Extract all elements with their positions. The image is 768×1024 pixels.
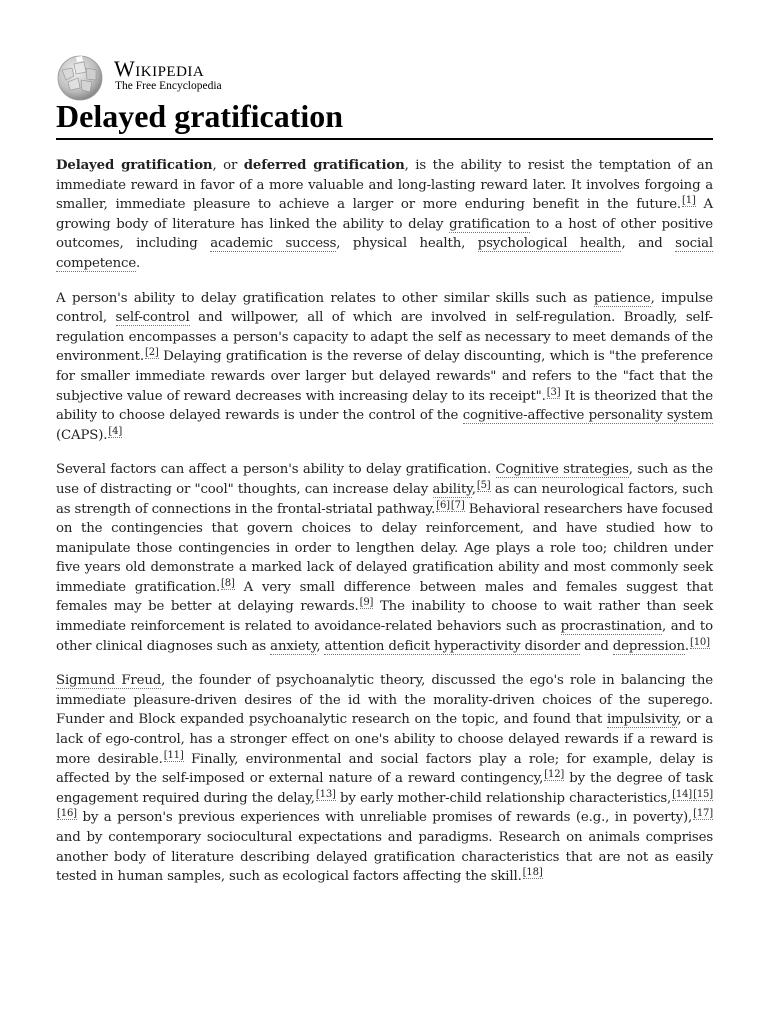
text: Several factors can affect a person's ability to delay gratification. <box>56 462 496 478</box>
link-anxiety[interactable]: anxiety <box>270 638 317 654</box>
text: A very small difference between males and females suggest that females may be better at delaying rewards. <box>56 579 714 615</box>
link-depression[interactable]: depression <box>612 638 685 654</box>
text: by early mother-child relationship characteristics, <box>335 790 672 806</box>
text: and by contemporary sociocultural expectations and paradigms. Research on animals comprises another body of literature describing delayed gratification characteristics that are not as easily tested in human samples, such as ecological factors affecting the skill. <box>56 830 713 885</box>
text: as can neurological factors, such as strength of connections in the frontal-striatal pathway. <box>56 481 713 517</box>
paragraph-self-regulation <box>56 289 713 446</box>
citation-link[interactable]: [15] <box>693 788 713 800</box>
text: by the degree of task engagement required during the delay, <box>56 771 714 806</box>
text: , <box>316 638 325 654</box>
paragraph-freud <box>56 671 713 887</box>
paragraph-factors <box>56 460 713 656</box>
link-adhd[interactable]: attention deficit hyperactivity disorder <box>324 638 581 654</box>
bold-term: Delayed gratification <box>56 158 213 173</box>
link-caps[interactable]: cognitive-affective personality system <box>462 408 713 424</box>
citation-link[interactable]: [13] <box>315 788 336 800</box>
paragraph-intro <box>56 156 713 274</box>
link-sigmund-freud[interactable]: Sigmund Freud <box>56 673 162 689</box>
article-body <box>56 156 713 902</box>
text: It is theorized that the ability to choose delayed rewards is under the control of the <box>56 388 713 424</box>
link-cognitive-strategies[interactable]: Cognitive strategies <box>495 462 629 478</box>
link-procrastination[interactable]: procrastination <box>560 619 662 635</box>
site-header <box>56 52 716 96</box>
citation-link[interactable]: [14] <box>672 788 693 800</box>
wikipedia-wordmark[interactable]: Wikipedia <box>114 56 205 81</box>
text: . <box>136 255 141 271</box>
text: , such as the use of distracting or "cool" thoughts, can increase delay <box>56 462 713 497</box>
link-gratification[interactable]: gratification <box>449 216 531 232</box>
text: Delaying gratification is the reverse of delay discounting, which is "the preference for smaller immediate rewards over larger but delayed rewards" and refers to the "fact that the subjective value of reward decreases with increasing delay to its receipt". <box>56 349 713 404</box>
citation-link[interactable]: [10] <box>689 636 710 648</box>
citation-link[interactable]: [16] <box>57 808 77 820</box>
link-self-control[interactable]: self-control <box>115 310 190 326</box>
link-patience[interactable]: patience <box>593 290 651 306</box>
wikipedia-tagline: The Free Encyclopedia <box>115 80 222 92</box>
citation-link[interactable]: [4] <box>108 425 123 437</box>
text: Behavioral researchers have focused on the contingencies that govern choices to delay reinforcement, and have studied how to manipulate those contingencies in order to lengthen delay. Age plays a role too; children under five years old demonstrate a marked lack of delayed gratification ability and most commonly seek immediate gratification. <box>56 501 713 595</box>
text: A person's ability to delay gratification relates to other similar skills such as <box>56 290 594 306</box>
citation-link[interactable]: [6] <box>436 499 450 511</box>
bold-term: deferred gratification <box>243 158 405 173</box>
text: , the founder of psychoanalytic theory, discussed the ego's role in balancing the immediate pleasure-driven desires of the id with the morality-driven choices of the superego. Funder and Block expanded psychoanalytic research on the topic, and found that <box>56 673 713 728</box>
text: and <box>580 638 613 654</box>
text: , and to other clinical diagnoses such as <box>56 619 713 654</box>
citation-link[interactable]: [12] <box>544 769 565 781</box>
text: Finally, environmental and social factors play a role; for example, delay is affected by the self-imposed or external nature of a reward contingency, <box>56 751 713 787</box>
citation-link[interactable]: [7] <box>450 499 465 511</box>
text: by a person's previous experiences with unreliable promises of rewards (e.g., in poverty), <box>76 810 693 826</box>
citation-link[interactable]: [9] <box>359 597 374 609</box>
text: , physical health, <box>336 236 478 252</box>
citation-link[interactable]: [5] <box>476 479 491 491</box>
link-academic-success[interactable]: academic success <box>210 236 337 252</box>
citation-link[interactable]: [2] <box>144 347 159 359</box>
page-title: Delayed gratification <box>56 96 713 140</box>
wikipedia-globe-logo[interactable] <box>56 54 104 102</box>
text: and willpower, all of which are involved in self-regulation. Broadly, self-regulation encompasses a person's capacity to adapt the self as necessary to meet demands of the environment. <box>56 310 714 365</box>
citation-link[interactable]: [11] <box>163 749 184 761</box>
text: , is the ability to resist the temptation of an immediate reward in favor of a more valuable and long-lasting reward later. It involves forgoing a smaller, immediate pleasure to achieve a larger or more enduring benefit in the future. <box>56 158 713 213</box>
link-ability[interactable]: ability <box>432 481 472 497</box>
link-social-competence[interactable]: social competence <box>56 236 713 271</box>
citation-link[interactable]: [18] <box>522 867 543 879</box>
text: , impulse control, <box>56 290 713 326</box>
citation-link[interactable]: [8] <box>221 577 235 589</box>
text: (CAPS). <box>56 427 108 443</box>
citation-link[interactable]: [17] <box>693 808 713 820</box>
citation-link[interactable]: [1] <box>682 195 696 207</box>
link-psychological-health[interactable]: psychological health <box>477 236 622 252</box>
citation-link[interactable]: [3] <box>546 386 561 398</box>
text: A growing body of literature has linked the ability to delay <box>56 197 714 232</box>
text: to a host of other positive outcomes, including <box>56 216 713 252</box>
text: . <box>684 638 689 654</box>
link-impulsivity[interactable]: impulsivity <box>606 712 678 728</box>
text: , or a lack of ego-control, has a stronger effect on one's ability to choose delayed rewards if a reward is more desirable. <box>56 712 713 767</box>
text: , <box>471 481 476 497</box>
text: , and <box>621 236 676 252</box>
text: The inability to choose to wait rather than seek immediate reinforcement is related to avoidance-related behaviors such as <box>56 599 713 635</box>
text: , or <box>212 158 244 173</box>
